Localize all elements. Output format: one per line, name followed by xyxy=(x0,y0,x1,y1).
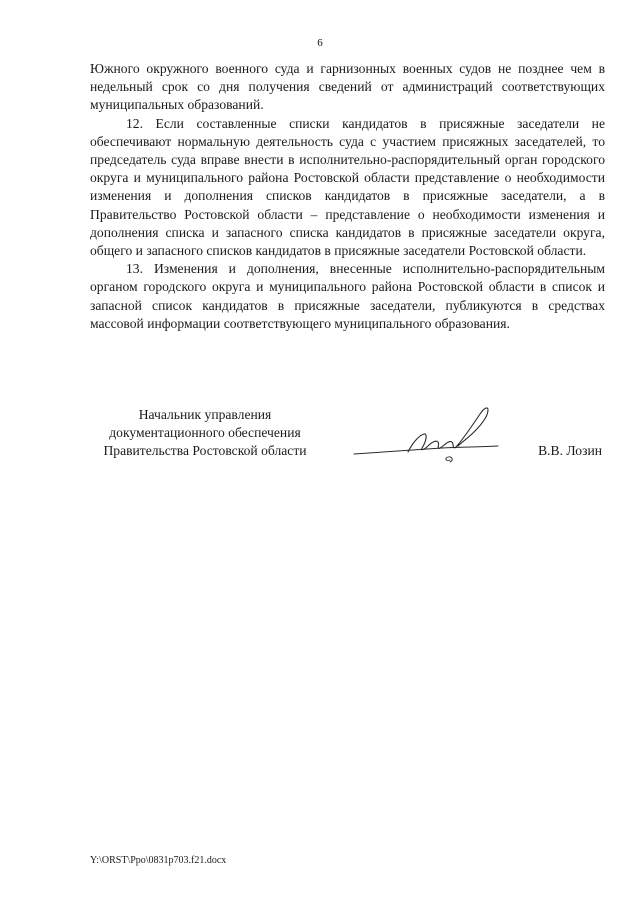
signatory-title-line-1: Начальник управления xyxy=(138,407,272,422)
handwritten-signature-icon xyxy=(350,400,500,470)
signer-name: В.В. Лозин xyxy=(538,443,602,458)
file-path: Y:\ORST\Ppo\0831p703.f21.docx xyxy=(90,855,227,866)
document-body xyxy=(90,60,605,333)
paragraph-continuation: Южного окружного военного суда и гарнизонных военных судов не позднее чем в недельный срок со дня получения сведений от администраций соответствующих муниципальных образований. xyxy=(90,61,605,113)
signatory-title-line-2: документационного обеспечения xyxy=(109,425,301,441)
signatory-title-line-3: Правительства Ростовской области xyxy=(103,443,307,459)
paragraph-13: 13. Изменения и дополнения, внесенные исполнительно-распорядительным органом городского округа и муниципального района Ростовской области в список и запасной список кандидатов в присяжные заседатели, публикуются в средствах массовой информации соответствующего муниципального образования. xyxy=(90,261,605,331)
signatory-title xyxy=(90,406,320,461)
paragraph-12: 12. Если составленные списки кандидатов в присяжные заседатели не обеспечивают нормальную деятельность суда с участием присяжных заседателей, то председатель суда вправе внести в исполнительно-распорядительный орган городского округа и муниципального района Ростовской области представление о необходимости изменения и дополнения списков кандидатов в присяжные заседатели, а в Правительство Ростовской области – представление о необходимости изменения и дополнения списка и запасного списка кандидатов в присяжные заседатели округа, общего и запасного списков кандидатов в присяжные заседатели Ростовской области. xyxy=(90,115,605,259)
page-number: 6 xyxy=(317,37,323,49)
